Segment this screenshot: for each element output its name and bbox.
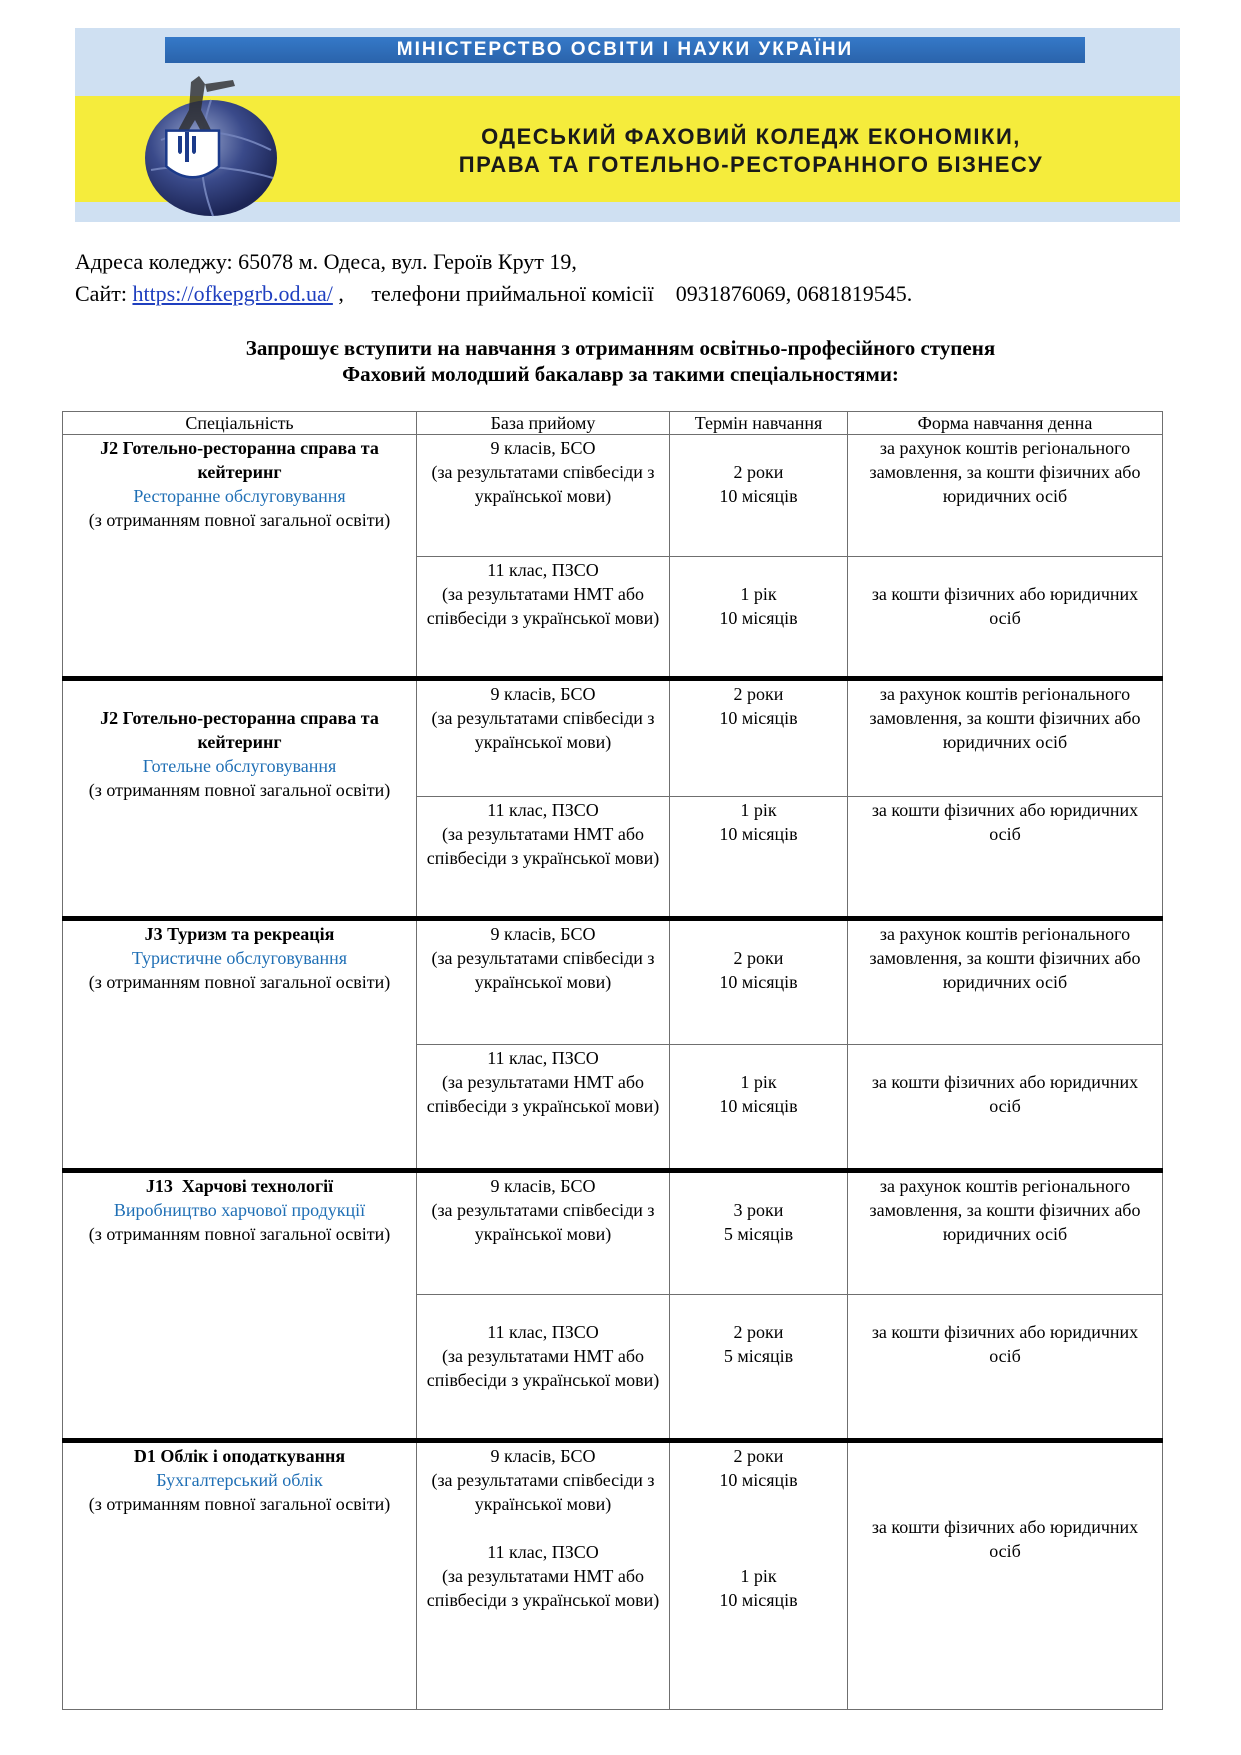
header-form: Форма навчання денна [848,412,1163,435]
term-months: 10 місяців [719,824,798,844]
form-cell: за кошти фізичних або юридичних осіб [848,1295,1163,1441]
base-cell [417,919,670,1045]
term-months: 10 місяців [719,972,798,992]
specialty-program: Готельне обслуговування [142,756,337,776]
specialty-program: Туристичне обслуговування [131,948,348,968]
term-years: 2 роки [733,684,784,704]
site-label: Сайт: [75,281,133,306]
specialty-cell [63,679,417,919]
college-name [331,123,1171,179]
base-title: 11 клас, ПЗСО [487,800,599,820]
form-cell: за рахунок коштів регіонального замовлення, за кошти фізичних або юридичних осіб [848,435,1163,557]
term-years: 3 роки [733,1200,784,1220]
specialty-program: Виробництво харчової продукції [113,1200,366,1220]
term-months: 10 місяців [719,486,798,506]
base-desc: (за результатами співбесіди з української мови) [431,462,655,506]
phones-text: , телефони приймальної комісії 0931876069, 0681819545. [332,281,913,306]
base-title: 9 класів, БСО [490,438,596,458]
term-cell [670,557,848,679]
ministry-title: МІНІСТЕРСТВО ОСВІТИ І НАУКИ УКРАЇНИ [165,37,1085,63]
term-years: 1 рік [740,1566,777,1586]
form-cell: за кошти фізичних або юридичних осіб [848,797,1163,919]
base-desc: (за результатами НМТ або співбесіди з української мови) [426,1072,660,1116]
base-desc: (за результатами співбесіди з української мови) [431,1200,655,1244]
form-cell: за рахунок коштів регіонального замовлення, за кошти фізичних або юридичних осіб [848,1171,1163,1295]
form-cell: за рахунок коштів регіонального замовлення, за кошти фізичних або юридичних осіб [848,679,1163,797]
base-title: 11 клас, ПЗСО [487,1322,599,1342]
base-title: 11 клас, ПЗСО [487,1048,599,1068]
term-cell [670,1171,848,1295]
table-row [63,1441,1163,1710]
term-years: 1 рік [740,800,777,820]
base-desc: (за результатами НМТ або співбесіди з української мови) [426,1566,660,1610]
table-row [63,435,1163,557]
table-row [63,1171,1163,1295]
form-text: за кошти фізичних або юридичних осіб [871,1517,1139,1561]
college-name-line-1: ОДЕСЬКИЙ ФАХОВИЙ КОЛЕДЖ ЕКОНОМІКИ, [481,124,1021,149]
term-years: 1 рік [740,584,777,604]
base-cell [417,1441,670,1710]
college-name-line-2: ПРАВА ТА ГОТЕЛЬНО-РЕСТОРАННОГО БІЗНЕСУ [458,152,1044,177]
base-title: 11 клас, ПЗСО [487,560,599,580]
term-cell [670,435,848,557]
base-cell [417,1171,670,1295]
term-months: 10 місяців [719,608,798,628]
specialty-cell [63,919,417,1171]
base-title: 9 класів, БСО [490,1176,596,1196]
table-header-row [63,412,1163,435]
base-title: 9 класів, БСО [490,924,596,944]
specialty-note: (з отриманням повної загальної освіти) [88,510,391,530]
specialty-title: J2 Готельно-ресторанна справа та кейтеринг [100,438,379,482]
header-specialty: Спеціальність [63,412,417,435]
base-cell [417,557,670,679]
base-cell [417,679,670,797]
header-banner [75,28,1180,222]
term-cell [670,797,848,919]
specialty-cell [63,1441,417,1710]
base-title: 9 класів, БСО [490,684,596,704]
specialty-note: (з отриманням повної загальної освіти) [88,972,391,992]
specialty-cell [63,1171,417,1441]
site-link[interactable]: https://ofkepgrb.od.ua/ [132,281,333,306]
base-cell [417,797,670,919]
term-years: 2 роки [733,462,784,482]
specialty-note: (з отриманням повної загальної освіти) [88,1494,391,1514]
college-address: Адреса коледжу: 65078 м. Одеса, вул. Героїв Крут 19, [75,249,577,274]
specialty-note: (з отриманням повної загальної освіти) [88,780,391,800]
base-desc: (за результатами НМТ або співбесіди з української мови) [426,824,660,868]
page-title: Запрошує вступити на навчання з отриманням освітньо-професійного ступеня [245,336,996,360]
term-months: 10 місяців [719,708,798,728]
header-term: Термін навчання [670,412,848,435]
term-cell [670,919,848,1045]
specialty-title: J13 Харчові технології [145,1176,334,1196]
college-contacts [75,281,912,307]
base-cell [417,1295,670,1441]
table-row [63,679,1163,797]
specialty-title: J2 Готельно-ресторанна справа та кейтеринг [100,708,379,752]
form-cell [848,1441,1163,1710]
term-cell [670,1045,848,1171]
table-row [63,919,1163,1045]
base-title: 9 класів, БСО [490,1446,596,1466]
specialty-program: Бухгалтерський облік [156,1470,323,1490]
specialty-title: D1 Облік і оподаткування [133,1446,346,1466]
term-cell [670,1295,848,1441]
term-months: 5 місяців [723,1346,794,1366]
term-years: 2 роки [733,948,784,968]
term-cell [670,1441,848,1710]
base-cell [417,1045,670,1171]
base-desc: (за результатами співбесіди з української мови) [431,948,655,992]
specialty-cell [63,435,417,679]
term-months: 10 місяців [719,1470,798,1490]
header-base: База прийому [417,412,670,435]
specialty-program: Ресторанне обслуговування [133,486,346,506]
base-desc: (за результатами НМТ або співбесіди з української мови) [426,584,660,628]
form-cell: за кошти фізичних або юридичних осіб [848,557,1163,679]
term-months: 10 місяців [719,1096,798,1116]
base-cell [417,435,670,557]
term-years: 2 роки [733,1322,784,1342]
base-desc: (за результатами співбесіди з української мови) [431,708,655,752]
term-cell [670,679,848,797]
form-cell: за рахунок коштів регіонального замовлення, за кошти фізичних або юридичних осіб [848,919,1163,1045]
specialties-table [62,411,1162,1710]
term-months: 5 місяців [723,1224,794,1244]
college-emblem-icon [121,70,281,220]
specialty-title: J3 Туризм та рекреація [144,924,335,944]
form-cell: за кошти фізичних або юридичних осіб [848,1045,1163,1171]
base-title: 11 клас, ПЗСО [487,1542,599,1562]
term-years: 2 роки [733,1446,784,1466]
specialty-note: (з отриманням повної загальної освіти) [88,1224,391,1244]
term-months: 10 місяців [719,1590,798,1610]
base-desc: (за результатами НМТ або співбесіди з української мови) [426,1346,660,1390]
base-desc: (за результатами співбесіди з української мови) [431,1470,655,1514]
term-years: 1 рік [740,1072,777,1092]
page-subtitle: Фаховий молодший бакалавр за такими спеціальностями: [342,362,899,386]
